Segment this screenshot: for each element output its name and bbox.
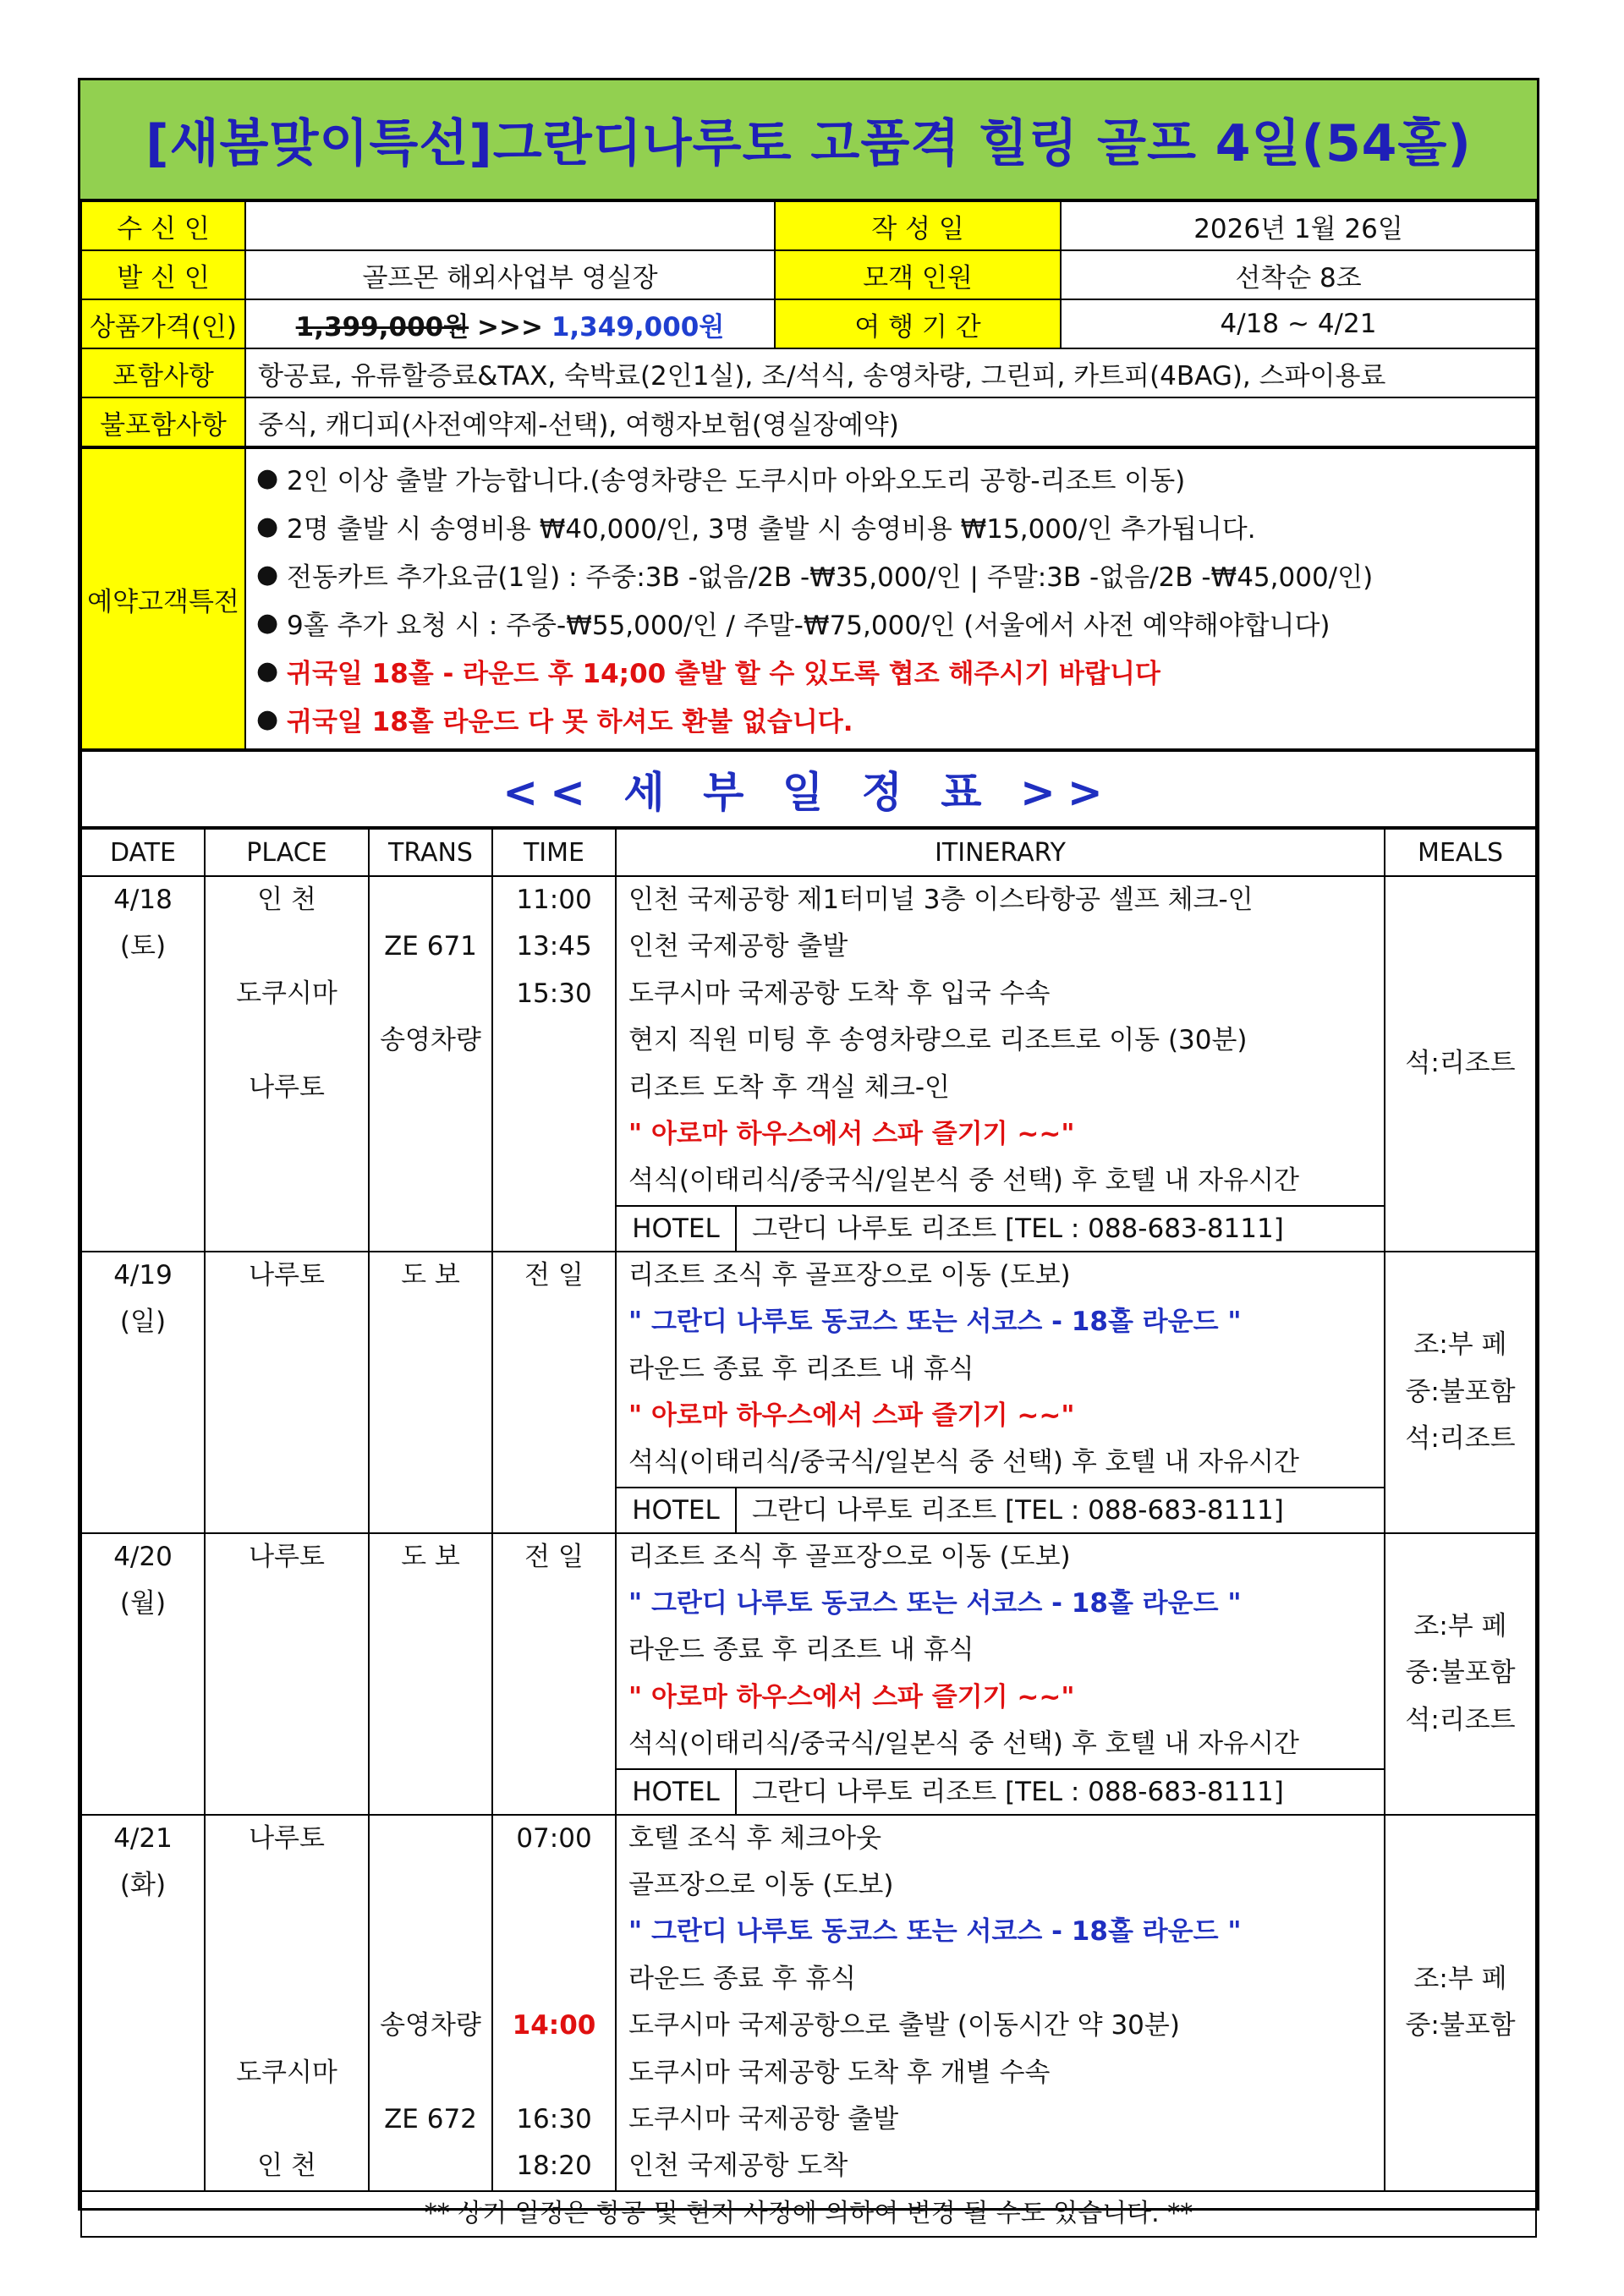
day1-place: 인 천 도쿠시마 나루토 <box>205 876 369 1252</box>
header-place: PLACE <box>205 829 369 876</box>
day3-date: 4/20 (월) <box>81 1533 205 1815</box>
list-item: ● 귀국일 18홀 - 라운드 후 14;00 출발 할 수 있도록 협조 해주시기 바랍니다 <box>256 656 1160 689</box>
list-item: ● 9홀 추가 요청 시 : 주중-₩55,000/인 / 주말-₩75,000/인 (서울에서 사전 예약해야합니다) <box>256 608 1330 641</box>
day1-meals: 석:리조트 <box>1385 876 1536 1252</box>
bullet-icon: ● <box>256 608 279 638</box>
day4-date: 4/21 (화) <box>81 1815 205 2191</box>
schedule-header <box>81 829 1536 876</box>
list-item: ● 2인 이상 출발 가능합니다.(송영차량은 도쿠시마 아와오도리 공항-리조트 이동) <box>256 463 1186 496</box>
group-value: 선착순 8조 <box>1061 250 1536 299</box>
day2-time: 전 일 <box>492 1252 616 1533</box>
day1-itinerary: 인천 국제공항 제1터미널 3층 이스타항공 셀프 체크-인 인천 국제공항 출발 도쿠시마 국제공항 도착 후 입국 수속 현지 직원 미팅 후 송영차량으로 리조트로 이동 (30분) 리조트 도착 후 객실 체크-인 " 아로마 하우스에서 스파 즐기기 ~~" 석식(이태리식/중국식/일본식 중 선택) 후 호텔 내 자유시간 HOTEL 그란디 나루토 리조트 [TEL : 088-683-8111] <box>616 876 1385 1252</box>
header-itinerary: ITINERARY <box>616 829 1385 876</box>
schedule-footer-note: ** 상기 일정은 항공 및 현지 사정에 의하여 변경 될 수도 있습니다. ** <box>81 2191 1536 2237</box>
day3-time: 전 일 <box>492 1533 616 1815</box>
day3-trans: 도 보 <box>369 1533 492 1815</box>
day1-trans: ZE 671 송영차량 <box>369 876 492 1252</box>
list-item: ● 귀국일 18홀 라운드 다 못 하셔도 환불 없습니다. <box>256 704 853 737</box>
day4-trans: 송영차량 ZE 672 <box>369 1815 492 2191</box>
day4-itinerary: 호텔 조식 후 체크아웃 골프장으로 이동 (도보) " 그란디 나루토 동코스 또는 서코스 - 18홀 라운드 " 라운드 종료 후 휴식 도쿠시마 국제공항으로 출발 (이동시간 약 30분) 도쿠시마 국제공항 도착 후 개별 수속 도쿠시마 국제공항 출발 인천 국제공항 도착 <box>616 1815 1385 2191</box>
header-meals: MEALS <box>1385 829 1536 876</box>
period-label: 여 행 기 간 <box>775 299 1061 348</box>
table-row <box>81 1252 1536 1533</box>
schedule-title-table <box>80 750 1537 828</box>
benefits-list <box>245 448 1536 749</box>
bullet-icon: ● <box>256 656 279 686</box>
price-arrow: >>> <box>477 311 543 342</box>
info-table <box>80 200 1537 447</box>
date-label: 작 성 일 <box>775 201 1061 250</box>
hotel-row: HOTEL 그란디 나루토 리조트 [TEL : 088-683-8111] <box>617 1487 1384 1532</box>
sender-value: 골프몬 해외사업부 영실장 <box>245 250 775 299</box>
header-date: DATE <box>81 829 205 876</box>
day2-place: 나루토 <box>205 1252 369 1533</box>
benefits-label: 예약고객특전 <box>81 448 245 749</box>
group-label: 모객 인원 <box>775 250 1061 299</box>
excluded-value: 중식, 캐디피(사전예약제-선택), 여행자보험(영실장예약) <box>245 397 1536 447</box>
table-row <box>81 1815 1536 2191</box>
day2-trans: 도 보 <box>369 1252 492 1533</box>
bullet-icon: ● <box>256 463 279 493</box>
old-price: 1,399,000원 <box>295 311 469 342</box>
header-time: TIME <box>492 829 616 876</box>
day4-place: 나루토 도쿠시마 인 천 <box>205 1815 369 2191</box>
date-value: 2026년 1월 26일 <box>1061 201 1536 250</box>
day2-meals: 조:부 페 중:불포함 석:리조트 <box>1385 1252 1536 1533</box>
price-value <box>245 299 775 348</box>
day3-place: 나루토 <box>205 1533 369 1815</box>
list-item: ● 전동카트 추가요금(1일) : 주중:3B -없음/2B -₩35,000/인 | 주말:3B -없음/2B -₩45,000/인) <box>256 560 1374 593</box>
day2-itinerary: 리조트 조식 후 골프장으로 이동 (도보) " 그란디 나루토 동코스 또는 서코스 - 18홀 라운드 " 라운드 종료 후 리조트 내 휴식 " 아로마 하우스에서 스파 즐기기 ~~" 석식(이태리식/중국식/일본식 중 선택) 후 호텔 내 자유시간 HOTEL 그란디 나루토 리조트 [TEL : 088-683-8111] <box>616 1252 1385 1533</box>
day4-meals: 조:부 페 중:불포함 <box>1385 1815 1536 2191</box>
included-label: 포함사항 <box>81 348 245 397</box>
hotel-row: HOTEL 그란디 나루토 리조트 [TEL : 088-683-8111] <box>617 1768 1384 1814</box>
page-title: [새봄맞이특선]그란디나루토 고품격 힐링 골프 4일(54홀) <box>80 80 1537 200</box>
itinerary-sheet <box>78 78 1539 2228</box>
bullet-icon: ● <box>256 560 279 589</box>
day1-date: 4/18 (토) <box>81 876 205 1252</box>
recipient-label: 수 신 인 <box>81 201 245 250</box>
included-value: 항공료, 유류할증료&TAX, 숙박료(2인1실), 조/석식, 송영차량, 그린피, 카트피(4BAG), 스파이용료 <box>245 348 1536 397</box>
table-row <box>81 1533 1536 1815</box>
day3-meals: 조:부 페 중:불포함 석:리조트 <box>1385 1533 1536 1815</box>
schedule-title: << 세 부 일 정 표 >> <box>81 751 1536 827</box>
excluded-label: 불포함사항 <box>81 397 245 447</box>
header-trans: TRANS <box>369 829 492 876</box>
list-item: ● 2명 출발 시 송영비용 ₩40,000/인, 3명 출발 시 송영비용 ₩15,000/인 추가됩니다. <box>256 512 1256 545</box>
sender-label: 발 신 인 <box>81 250 245 299</box>
hotel-row: HOTEL 그란디 나루토 리조트 [TEL : 088-683-8111] <box>617 1205 1384 1251</box>
day1-time: 11:00 13:45 15:30 <box>492 876 616 1252</box>
day4-time: 07:00 14:00 16:30 18:20 <box>492 1815 616 2191</box>
title-table <box>80 80 1537 200</box>
day3-itinerary: 리조트 조식 후 골프장으로 이동 (도보) " 그란디 나루토 동코스 또는 서코스 - 18홀 라운드 " 라운드 종료 후 리조트 내 휴식 " 아로마 하우스에서 스파 즐기기 ~~" 석식(이태리식/중국식/일본식 중 선택) 후 호텔 내 자유시간 HOTEL 그란디 나루토 리조트 [TEL : 088-683-8111] <box>616 1533 1385 1815</box>
benefits-table <box>80 447 1537 750</box>
new-price: 1,349,000원 <box>551 311 725 342</box>
price-label: 상품가격(인) <box>81 299 245 348</box>
bullet-icon: ● <box>256 512 279 541</box>
bullet-icon: ● <box>256 704 279 734</box>
table-row <box>81 876 1536 1252</box>
recipient-value <box>245 201 775 250</box>
schedule-table <box>80 828 1537 2238</box>
period-value: 4/18 ~ 4/21 <box>1061 299 1536 348</box>
day2-date: 4/19 (일) <box>81 1252 205 1533</box>
